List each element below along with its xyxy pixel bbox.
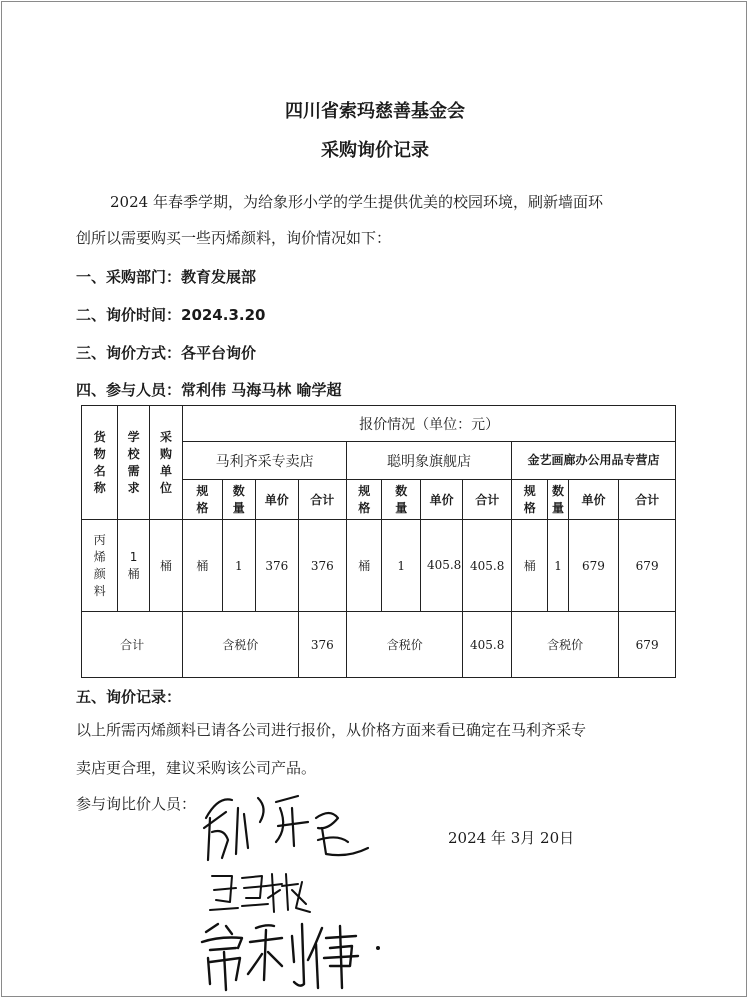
item-unit-cell: 桶	[149, 520, 182, 612]
vendor-2-price: 405.8	[420, 520, 463, 612]
intro-line-2: 创所以需要购买一些丙烯颜料，询价情况如下：	[76, 229, 392, 247]
vendor-3-qty: 1	[548, 520, 568, 612]
vendor-3-total-header: 合计	[619, 480, 676, 520]
total-row	[82, 612, 676, 678]
table-row	[82, 520, 676, 612]
vendor-3-price: 679	[568, 520, 619, 612]
quote-table	[81, 405, 676, 678]
vendor-2-qty-header: 数量	[382, 480, 420, 520]
participants-label: 参与询比价人员：	[76, 795, 197, 813]
intro-line-1: 2024 年春季学期，为给象形小学的学生提供优美的校园环境，刷新墙面环	[110, 193, 603, 211]
section-method: 三、询价方式：各平台询价	[76, 344, 257, 362]
vendor-3-name: 金艺画廊办公用品专营店	[512, 442, 676, 480]
signature-ma-hai-ma-lin	[206, 868, 316, 918]
vendor-3-price-header: 单价	[568, 480, 619, 520]
total-label: 合计	[82, 612, 183, 678]
vendor-1-spec-header: 规格	[183, 480, 222, 520]
vendor-1-name: 马利齐采专卖店	[183, 442, 347, 480]
vendor-2-tax-label: 含税价	[347, 612, 463, 678]
item-name-cell: 丙烯颜料	[82, 520, 118, 612]
col-item-header: 货物名称	[82, 406, 118, 520]
vendor-2-spec-header: 规格	[347, 480, 382, 520]
vendor-1-total-header: 合计	[298, 480, 347, 520]
vendor-1-tax-label: 含税价	[183, 612, 298, 678]
vendor-2-total: 405.8	[463, 520, 512, 612]
section-record: 五、询价记录：	[76, 688, 182, 706]
vendor-2-total-header: 合计	[463, 480, 512, 520]
vendor-2-price-header: 单价	[420, 480, 463, 520]
vendor-3-total: 679	[619, 520, 676, 612]
item-demand-cell: 1桶	[118, 520, 149, 612]
vendor-1-price: 376	[256, 520, 299, 612]
signature-chang-liwei	[196, 918, 386, 992]
vendor-2-qty: 1	[382, 520, 420, 612]
vendor-2-spec: 桶	[347, 520, 382, 612]
vendor-1-price-header: 单价	[256, 480, 299, 520]
vendor-3-grand-total: 679	[619, 612, 676, 678]
record-line-2: 卖店更合理，建议采购该公司产品。	[76, 759, 317, 777]
record-line-1: 以上所需丙烯颜料已请各公司进行报价，从价格方面来看已确定在马利齐采专	[76, 721, 587, 739]
vendor-3-qty-header: 数量	[548, 480, 568, 520]
vendor-1-grand-total: 376	[298, 612, 347, 678]
vendor-2-name: 聪明象旗舰店	[347, 442, 512, 480]
section-time: 二、询价时间：2024.3.20	[76, 306, 266, 324]
col-demand-header: 学校需求	[118, 406, 149, 520]
vendor-3-tax-label: 含税价	[512, 612, 619, 678]
signature-yu-xuechao	[198, 788, 378, 868]
col-unit-header: 采购单位	[149, 406, 182, 520]
vendor-2-grand-total: 405.8	[463, 612, 512, 678]
org-title: 四川省索玛慈善基金会	[285, 101, 465, 122]
table-header-row-1	[82, 406, 676, 442]
vendor-1-total: 376	[298, 520, 347, 612]
vendor-1-qty-header: 数量	[222, 480, 255, 520]
vendor-1-spec: 桶	[183, 520, 222, 612]
doc-title: 采购询价记录	[321, 140, 429, 161]
quote-header: 报价情况（单位：元）	[183, 406, 676, 442]
record-date: 2024 年 3月 20日	[448, 829, 575, 847]
section-people: 四、参与人员：常利伟 马海马林 喻学超	[76, 381, 342, 399]
vendor-1-qty: 1	[222, 520, 255, 612]
section-dept: 一、采购部门：教育发展部	[76, 268, 257, 286]
vendor-3-spec-header: 规格	[512, 480, 548, 520]
vendor-3-spec: 桶	[512, 520, 548, 612]
